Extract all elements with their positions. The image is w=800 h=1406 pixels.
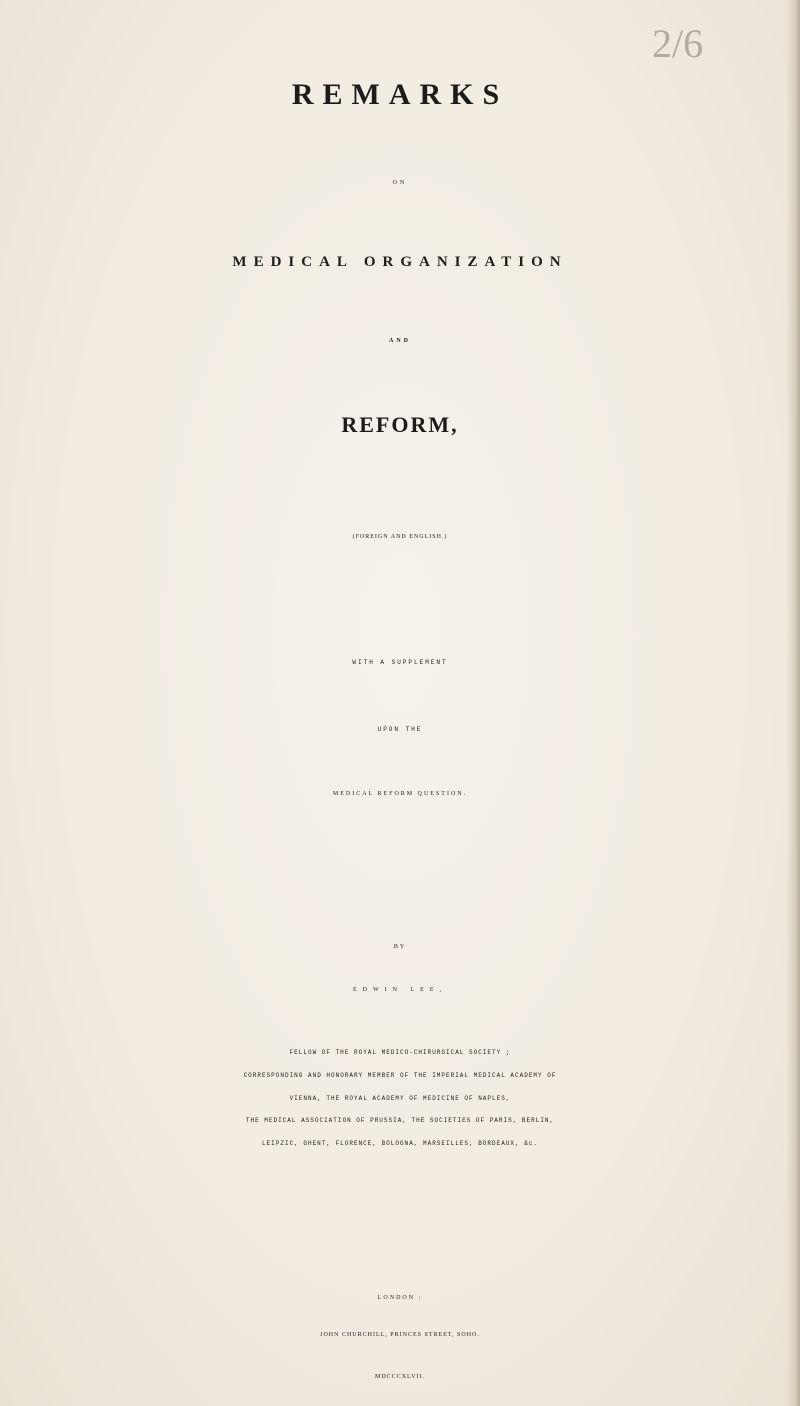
- author-name: EDWIN LEE,: [353, 987, 447, 993]
- byline-by: BY: [393, 944, 407, 950]
- author-credential: THE MEDICAL ASSOCIATION OF PRUSSIA, THE SOCIETIES OF PARIS, BERLIN,: [245, 1117, 555, 1124]
- supplement-connector: UPON THE: [377, 726, 423, 733]
- author-credential: CORRESPONDING AND HONORARY MEMBER OF THE IMPERIAL MEDICAL ACADEMY OF: [243, 1072, 557, 1079]
- book-qualifier: (FOREIGN AND ENGLISH.): [352, 534, 448, 540]
- title-connector-and: AND: [389, 338, 411, 344]
- imprint-year: MDCCCXLVII.: [375, 1374, 425, 1380]
- supplement-line: WITH A SUPPLEMENT: [352, 659, 448, 666]
- page-edge-shadow: [786, 0, 800, 1406]
- author-credential: LEIPZIC, GHENT, FLORENCE, BOLOGNA, MARSEILLES, BORDEAUX, &c.: [261, 1140, 539, 1147]
- imprint-place: LONDON :: [377, 1295, 423, 1301]
- supplement-subject: MEDICAL REFORM QUESTION.: [332, 791, 468, 797]
- handwritten-price-mark: 2/6: [652, 21, 704, 66]
- imprint-publisher: JOHN CHURCHILL, PRINCES STREET, SOHO.: [320, 1332, 480, 1338]
- author-credential: FELLOW OF THE ROYAL MEDICO-CHIRURGICAL SOCIETY ;: [289, 1049, 511, 1056]
- book-subject: MEDICAL ORGANIZATION: [232, 254, 568, 270]
- book-title: REMARKS: [291, 78, 509, 111]
- title-connector-on: ON: [392, 180, 408, 186]
- book-subject-2: REFORM,: [341, 412, 459, 437]
- author-credential: VIENNA, THE ROYAL ACADEMY OF MEDICINE OF NAPLES,: [289, 1095, 511, 1102]
